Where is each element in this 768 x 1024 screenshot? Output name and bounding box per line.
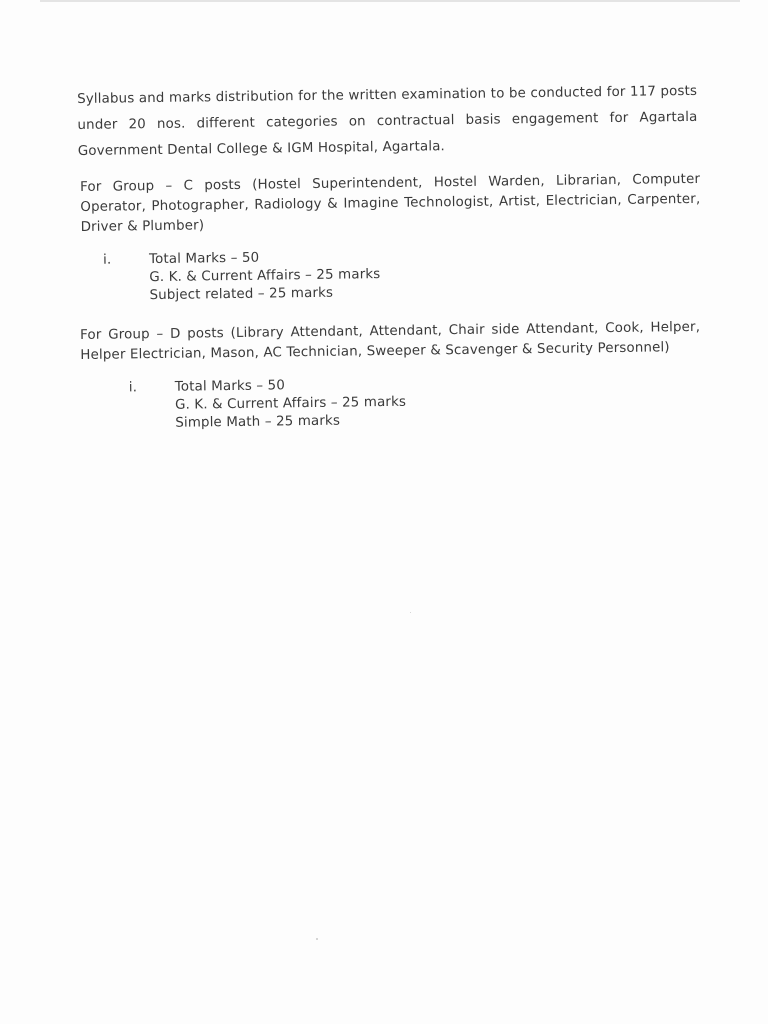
group-d-total-marks: Total Marks – 50 — [174, 378, 286, 395]
group-c-marks-list — [81, 244, 701, 304]
group-d-marks-list — [81, 372, 701, 431]
group-c-marks-lines — [149, 248, 381, 305]
group-c-section — [80, 170, 701, 304]
group-d-item-number: i. — [128, 380, 138, 396]
group-d-gk-marks: G. K. & Current Affairs – 25 marks — [174, 394, 407, 413]
group-d-math-marks: Simple Math – 25 marks — [175, 413, 341, 431]
group-c-gk-marks: G. K. & Current Affairs – 25 marks — [149, 267, 381, 286]
group-d-marks-lines — [175, 376, 407, 433]
group-c-heading: For Group – C posts (Hostel Superintendent, Hostel Warden, Librarian, Computer Operator, Photographer, Radiology & Imagine Technologist, Artist, Electrician, Carpenter, Driver & Plumber) — [80, 171, 701, 235]
scan-speck — [316, 938, 318, 940]
intro-paragraph: Syllabus and marks distribution for the written examination to be conducted for 117 posts under 20 nos. different categories on contractual basis engagement for Agartala Government Dental College & IGM Hospital, Agartala. — [77, 84, 698, 160]
group-d-section — [80, 318, 701, 431]
group-c-subject-marks: Subject related – 25 marks — [149, 285, 334, 304]
group-c-item-number: i. — [102, 252, 112, 268]
group-d-heading: For Group – D posts (Library Attendant, Attendant, Chair side Attendant, Cook, Helper, Helper Electrician, Mason, AC Technician, Sweeper & Scavenger & Security Personnel) — [80, 319, 701, 363]
scan-edge — [40, 0, 740, 8]
scan-speck — [410, 612, 411, 613]
group-c-total-marks: Total Marks – 50 — [148, 250, 260, 268]
